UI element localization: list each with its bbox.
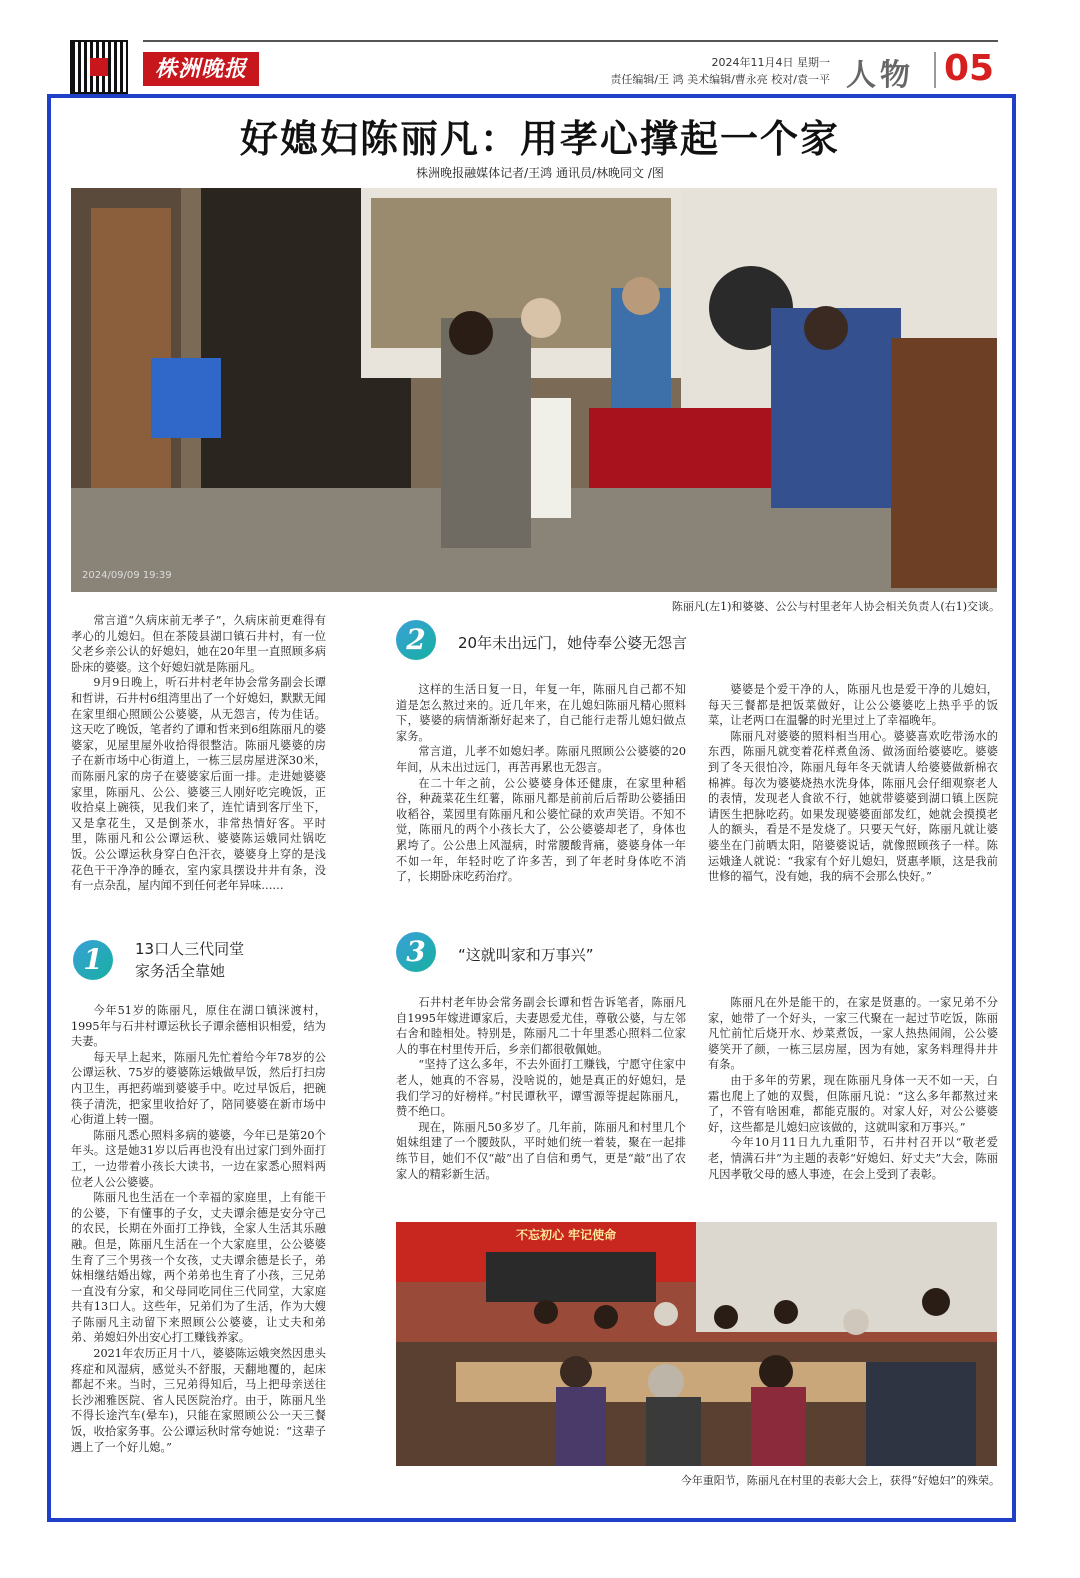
- section-3-paragraph: “坚持了这么多年，不去外面打工赚钱，宁愿守住家中老人，她真的不容易，没啥说的，她是真正的好媳妇，是我们学习的好榜样。”村民谭秋平，谭雪源等提起陈丽凡，赞不绝口。: [396, 1058, 686, 1119]
- section-2-paragraph: 婆婆是个爱干净的人，陈丽凡也是爱干净的儿媳妇，每天三餐都是把饭菜做好，让公公婆婆吃上热乎乎的饭菜，让老两口在温馨的时光里过上了幸福晚年。: [708, 683, 998, 728]
- section-2-body-left: [396, 682, 686, 885]
- section-3-paragraph: 石井村老年协会常务副会长谭和哲告诉笔者，陈丽凡自1995年嫁进谭家后，夫妻恩爱尤佳，尊敬公婆，与左邻右舍和睦相处。特别是，陈丽凡二十年里悉心照料二位家人的事在村里传开后，乡亲们都很敬佩她。: [396, 996, 686, 1056]
- section-3-paragraph: 今年10月11日九九重阳节，石井村召开以“敬老爱老，情满石井”为主题的表彰“好媳妇、好丈夫”大会，陈丽凡因孝敬父母的感人事迹，在会上受到了表彰。: [708, 1136, 998, 1181]
- date-line: 2024年11月4日 星期一: [711, 56, 830, 69]
- section-1-paragraph: 陈丽凡悉心照料多病的婆婆，今年已是第20个年头。这是她31岁以后再也没有出过家门到外面打工，一边带着小孩长大读书，一边在家悉心照料两位老人公公婆婆。: [71, 1128, 326, 1189]
- section-1-paragraph: 2021年农历正月十八，婆婆陈运娥突然因患头疼症和风湿病，感觉头不舒服，天翻地覆的，起床都起不来。当时，三兄弟得知后，马上把母亲送往长沙湘雅医院、省人民医院治疗。由于，陈丽凡坐不得长途汽车(晕车)，只能在家照顾公公一天三餐饭，收拾家务事。公公谭运秋时常夸她说：“这辈子遇上了一个好儿媳。”: [71, 1347, 326, 1454]
- section-1-title-line1: 13口人三代同堂: [135, 940, 245, 958]
- header-meta: [590, 54, 830, 88]
- section-1-paragraph: 今年51岁的陈丽凡，原住在湖口镇洣渡村，1995年与石井村谭运秋长子谭余德相识相爱，结为夫妻。: [71, 1004, 326, 1049]
- photo-family-talk: [71, 188, 997, 592]
- section-1-title-line2: 家务活全靠她: [135, 962, 226, 980]
- photo-award-meeting: [396, 1222, 997, 1466]
- section-2-paragraph: 陈丽凡对婆婆的照料相当用心。婆婆喜欢吃带汤水的东西，陈丽凡就变着花样煮鱼汤、做汤面给婆婆吃。婆婆到了冬天很怕冷，陈丽凡每年冬天就请人给婆婆做新棉衣棉裤。每次为婆婆烧热水洗身体，陈丽凡会仔细观察老人的表情，发现老人食欲不行，她就带婆婆到湖口镇上医院请医生把脉吃药。如果发现婆婆面部发红，她就会摸摸老人的额头，看是不是发烧了。只要天气好，陈丽凡就让婆婆坐在门前晒太阳，陪婆婆说话，就像照顾孩子一样。陈运娥逢人就说：“我家有个好儿媳妇，贤惠孝顺，这是我前世修的福气，没有她，我的病不会那么快好。”: [708, 729, 998, 884]
- photo1-caption: 陈丽凡(左1)和婆婆、公公与村里老年人协会相关负责人(右1)交谈。: [671, 600, 1000, 613]
- section-3-body-right: [708, 995, 998, 1182]
- intro-column: [71, 613, 326, 894]
- section-2-badge: 2: [396, 620, 436, 660]
- photo-timestamp: 2024/09/09 19:39: [82, 570, 172, 581]
- section-divider: [934, 52, 936, 88]
- photo-family-talk-illustration: [71, 188, 997, 592]
- section-2-title: 20年未出远门，她侍奉公婆无怨言: [458, 634, 688, 652]
- section-3-paragraph: 陈丽凡在外是能干的，在家是贤惠的。一家兄弟不分家，她带了一个好头，一家三代聚在一起过节吃饭，陈丽凡忙前忙后烧开水、炒菜煮饭，一家人热热闹闹，公公婆婆笑开了颜，一栋三层房屋，因为有她，家务料理得井井有条。: [708, 996, 998, 1072]
- section-1-paragraph: 每天早上起来，陈丽凡先忙着给今年78岁的公公谭运秋、75岁的婆婆陈运娥做早饭，然后打扫房内卫生，再把药端到婆婆手中。吃过早饭后，把碗筷子清洗，把家里收拾好了，陪同婆婆在新市场中心街道上转一圈。: [71, 1050, 326, 1127]
- masthead-logo: 株洲晚报: [143, 52, 259, 86]
- section-2-paragraph: 这样的生活日复一日，年复一年，陈丽凡自己都不知道是怎么熬过来的。近几年来，在儿媳妇陈丽凡精心照料下，婆婆的病情渐渐好起来了，自己能行走帮儿媳妇做点家务。: [396, 683, 686, 743]
- qr-code-icon[interactable]: [70, 40, 128, 94]
- headline: 好媳妇陈丽凡：用孝心撑起一个家: [239, 117, 840, 161]
- section-1-body: [71, 1003, 326, 1455]
- section-1-paragraph: 陈丽凡也生活在一个幸福的家庭里，上有能干的公婆，下有懂事的子女，丈夫谭余德是安分守己的农民，长期在外面打工挣钱，全家人生活其乐融融。但是，陈丽凡生活在一个大家庭里，公公婆婆生育了三个男孩一个女孩，丈夫谭余德是长子，弟妹相继结婚出嫁，两个弟弟也生育了小孩，三兄弟一直没有分家，和父母同吃同住三代同堂，大家庭共有13口人。这些年，兄弟们为了生活，作为大嫂子陈丽凡主动留下来照顾公公婆婆，让丈夫和弟弟、弟媳妇外出安心打工赚钱养家。: [71, 1191, 326, 1345]
- byline: 株洲晚报融媒体记者/王鸿 通讯员/林晚同文 /图: [416, 166, 664, 180]
- section-2-body-right: [708, 682, 998, 885]
- section-name: 人物: [846, 58, 914, 93]
- photo2-banner: 不忘初心 牢记使命: [516, 1228, 617, 1242]
- section-3-title: “这就叫家和万事兴”: [458, 946, 594, 964]
- section-2-paragraph: 在二十年之前，公公婆婆身体还健康，在家里种稻谷，种蔬菜花生红薯，陈丽凡都是前前后后帮助公婆插田收稻谷，菜园里有陈丽凡和公婆忙碌的欢声笑语。不知不觉，陈丽凡的两个小孩长大了，公公婆婆却老了，身体也累垮了。公公患上风湿病，时常腰酸背痛，婆婆身体一年不如一年，年轻时吃了许多苦，到了年老时身体吃不消了，长期卧床吃药治疗。: [396, 776, 686, 884]
- section-2-paragraph: 常言道，儿孝不如媳妇孝。陈丽凡照顾公公婆婆的20年间，从未出过远门，再苦再累也无怨言。: [396, 745, 686, 774]
- section-3-paragraph: 现在，陈丽凡50多岁了。几年前，陈丽凡和村里几个姐妹组建了一个腰鼓队，平时她们统一着装，聚在一起排练节目，她们不仅“敲”出了自信和勇气，更是“敲”出了农家人的精彩新生活。: [396, 1120, 686, 1181]
- photo-award-meeting-illustration: [396, 1222, 997, 1466]
- section-3-badge: 3: [396, 932, 436, 972]
- section-3-body-left: [396, 995, 686, 1182]
- page-number: 05: [944, 48, 995, 89]
- editors-line: 责任编辑/王 鸿 美术编辑/曹永亮 校对/袁一平: [610, 73, 830, 86]
- intro-paragraph: 9月9日晚上，听石井村老年协会常务副会长谭和哲讲，石井村6组湾里出了一个好媳妇，默默无闻在家里细心照顾公公婆婆，从无怨言，传为佳话。这天吃了晚饭，笔者约了谭和哲来到6组陈丽凡的婆婆家，见屋里屋外收拾得很整洁。陈丽凡婆婆的房子在新市场中心街道上，一栋三层房屋进深30米，而陈丽凡家的房子在婆婆家后面一排。走进她婆婆家里，陈丽凡、公公、婆婆三人刚好吃完晚饭，正收拾桌上碗筷，见我们来了，连忙请到客厅坐下，又是拿花生，又是倒茶水，非常热情好客。平时里，陈丽凡和公公谭运秋、婆婆陈运娥同灶锅吃饭。公公谭运秋身穿白色汗衣，婆婆身上穿的是浅花色干干净净的睡衣，室内家具摆设井井有条，没有一点杂乱，屋内闻不到任何老年异味……: [71, 676, 326, 893]
- section-1-title: [135, 938, 325, 982]
- section-1-badge: 1: [73, 940, 113, 980]
- intro-paragraph: 常言道“久病床前无孝子”，久病床前更难得有孝心的儿媳妇。但在茶陵县湖口镇石井村，有一位父老乡亲公认的好媳妇，她在20年里一直照顾多病卧床的婆婆。这个好媳妇就是陈丽凡。: [71, 614, 326, 674]
- photo2-caption: 今年重阳节，陈丽凡在村里的表彰大会上，获得“好媳妇”的殊荣。: [680, 1474, 1000, 1487]
- header-rule: [143, 40, 998, 42]
- section-3-paragraph: 由于多年的劳累，现在陈丽凡身体一天不如一天，白霜也爬上了她的双鬓，但陈丽凡说：“这么多年都熬过来了，不管有啥困难，都能克服的。对家人好，对公公婆婆好，这些都是儿媳妇应该做的，这就叫家和万事兴。”: [708, 1073, 998, 1134]
